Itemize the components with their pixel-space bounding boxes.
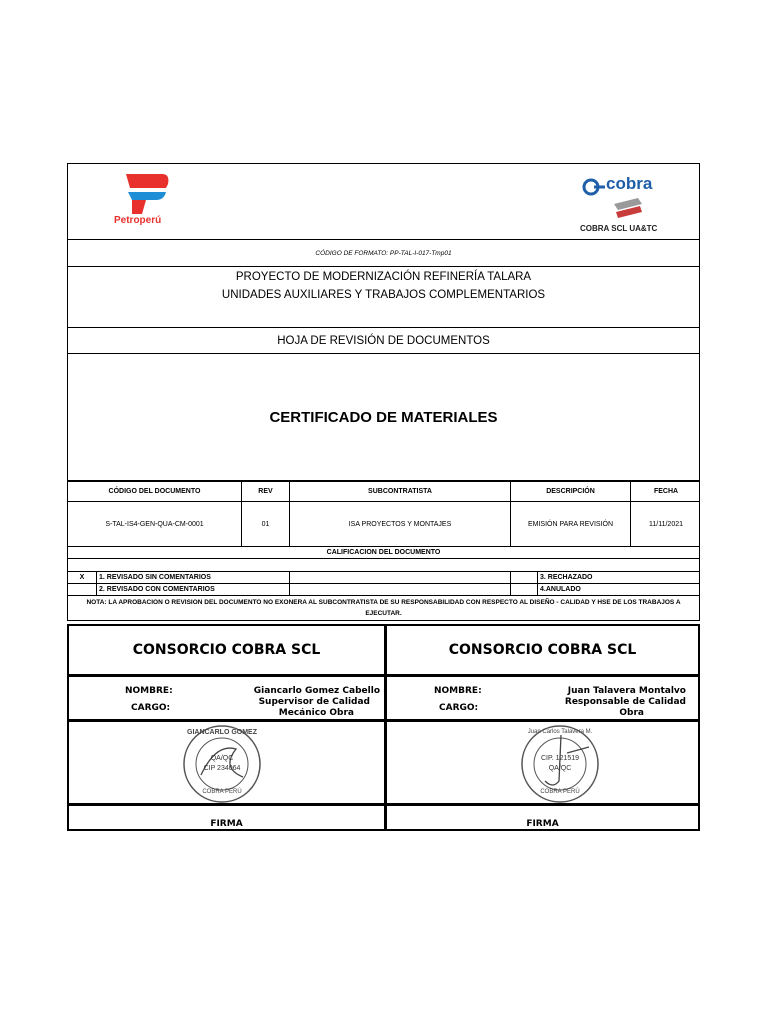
- role-label-left: CARGO:: [131, 703, 171, 713]
- table-row: [67, 501, 700, 547]
- firma-left: [67, 804, 386, 831]
- signer-name-left: Giancarlo Gomez Cabello: [253, 686, 380, 696]
- doc-table-header: [67, 481, 700, 502]
- qualification-spacer: [67, 558, 700, 572]
- company-name-right-text: CONSORCIO COBRA SCL: [448, 642, 637, 658]
- option-anulado[interactable]: 4.ANULADO: [540, 586, 581, 593]
- petroperu-logo: [114, 170, 184, 230]
- checkbox-anulado[interactable]: [511, 584, 538, 595]
- stamp-left-bottom: COBRA PERÚ: [202, 789, 242, 795]
- stamp-left-top: GIANCARLO GOMEZ: [187, 729, 257, 736]
- signer-info-left: [67, 675, 386, 721]
- stamp-right-mid1: CIP. 121519: [540, 755, 579, 762]
- revision-sheet: [67, 163, 700, 833]
- disclaimer-note: NOTA: LA APROBACION O REVISION DEL DOCUMENTO NO EXONERA AL SUBCONTRATISTA DE SU RESPONSABILIDAD CON RESPECTO AL DISEÑO - CALIDAD Y HSE DE LOS TRABAJOS A EJECUTAR.: [67, 595, 700, 621]
- qualification-blank-2: [290, 584, 511, 595]
- col-header-date: FECHA: [653, 488, 679, 495]
- checkbox-con-comentarios[interactable]: [68, 584, 97, 595]
- header-logos: [67, 163, 700, 240]
- col-header-subcontractor: SUBCONTRATISTA: [290, 482, 511, 501]
- stamp-right-bottom: COBRA PERÚ: [540, 789, 580, 795]
- qualification-title: CALIFICACION DEL DOCUMENTO: [67, 546, 700, 559]
- stamp-area-left: [67, 720, 386, 805]
- col-header-code: CÓDIGO DEL DOCUMENTO: [68, 482, 242, 501]
- firma-label-left: FIRMA: [210, 819, 243, 829]
- firma-right: [385, 804, 700, 831]
- firma-label-right: FIRMA: [526, 819, 559, 829]
- petroperu-logo-text: Petroperú: [114, 215, 162, 226]
- col-header-description: DESCRIPCIÓN: [511, 482, 631, 501]
- stamp-left-mid2: CIP 234064: [203, 765, 241, 772]
- name-label-left: NOMBRE:: [125, 686, 173, 696]
- signer-role-left-2: Mecánico Obra: [278, 708, 354, 718]
- name-label-right: NOMBRE:: [434, 686, 482, 696]
- company-name-right: [385, 624, 700, 676]
- signer-role-left-1: Supervisor de Calidad: [258, 697, 370, 707]
- stamp-right-top: Juan Carlos Talavera M.: [527, 729, 593, 735]
- cobra-emblem-icon: [610, 196, 646, 220]
- mark-x[interactable]: X: [68, 572, 97, 583]
- cell-rev: 01: [242, 502, 290, 546]
- checkbox-rechazado[interactable]: [511, 572, 538, 583]
- stamp-right-mid2: QA/QC: [548, 765, 572, 772]
- cell-subcontractor: ISA PROYECTOS Y MONTAJES: [290, 502, 511, 546]
- format-code: CÓDIGO DE FORMATO: PP-TAL-I-017-Tmp01: [67, 239, 700, 267]
- project-title: [67, 266, 700, 328]
- signer-info-right: [385, 675, 700, 721]
- qualification-blank-1: [290, 572, 511, 583]
- option-rechazado[interactable]: 3. RECHAZADO: [540, 574, 593, 581]
- stamp-right: [519, 723, 601, 805]
- stamp-left-mid1: QA/QC: [210, 755, 234, 762]
- cell-code: S-TAL-IS4-GEN-QUA-CM-0001: [68, 502, 242, 546]
- project-line1: PROYECTO DE MODERNIZACIÓN REFINERÍA TALARA: [235, 271, 532, 283]
- project-line2: UNIDADES AUXILIARES Y TRABAJOS COMPLEMENTARIOS: [221, 289, 546, 301]
- option-revisado-sin-comentarios[interactable]: 1. REVISADO SIN COMENTARIOS: [97, 572, 290, 583]
- option-revisado-con-comentarios[interactable]: 2. REVISADO CON COMENTARIOS: [97, 584, 290, 595]
- stamp-left: [181, 723, 263, 805]
- cobra-logo-text: cobra: [606, 174, 653, 193]
- cobra-logo: [580, 174, 690, 236]
- company-name-left: CONSORCIO COBRA SCL: [67, 624, 386, 676]
- cell-description: EMISIÓN PARA REVISIÓN: [511, 502, 631, 546]
- document-title: CERTIFICADO DE MATERIALES: [67, 353, 700, 481]
- stamp-area-right: [385, 720, 700, 805]
- col-header-rev: REV: [242, 482, 290, 501]
- signer-name-right: Juan Talavera Montalvo: [567, 686, 686, 696]
- role-label-right: CARGO:: [439, 703, 479, 713]
- cell-date: 11/11/2021: [649, 520, 683, 528]
- signer-role-right-1: Responsable de Calidad: [564, 697, 686, 707]
- sheet-title: HOJA DE REVISIÓN DE DOCUMENTOS: [67, 327, 700, 354]
- cobra-logo-subtitle: COBRA SCL UA&TC: [580, 224, 658, 233]
- signer-role-right-2: Obra: [619, 708, 644, 718]
